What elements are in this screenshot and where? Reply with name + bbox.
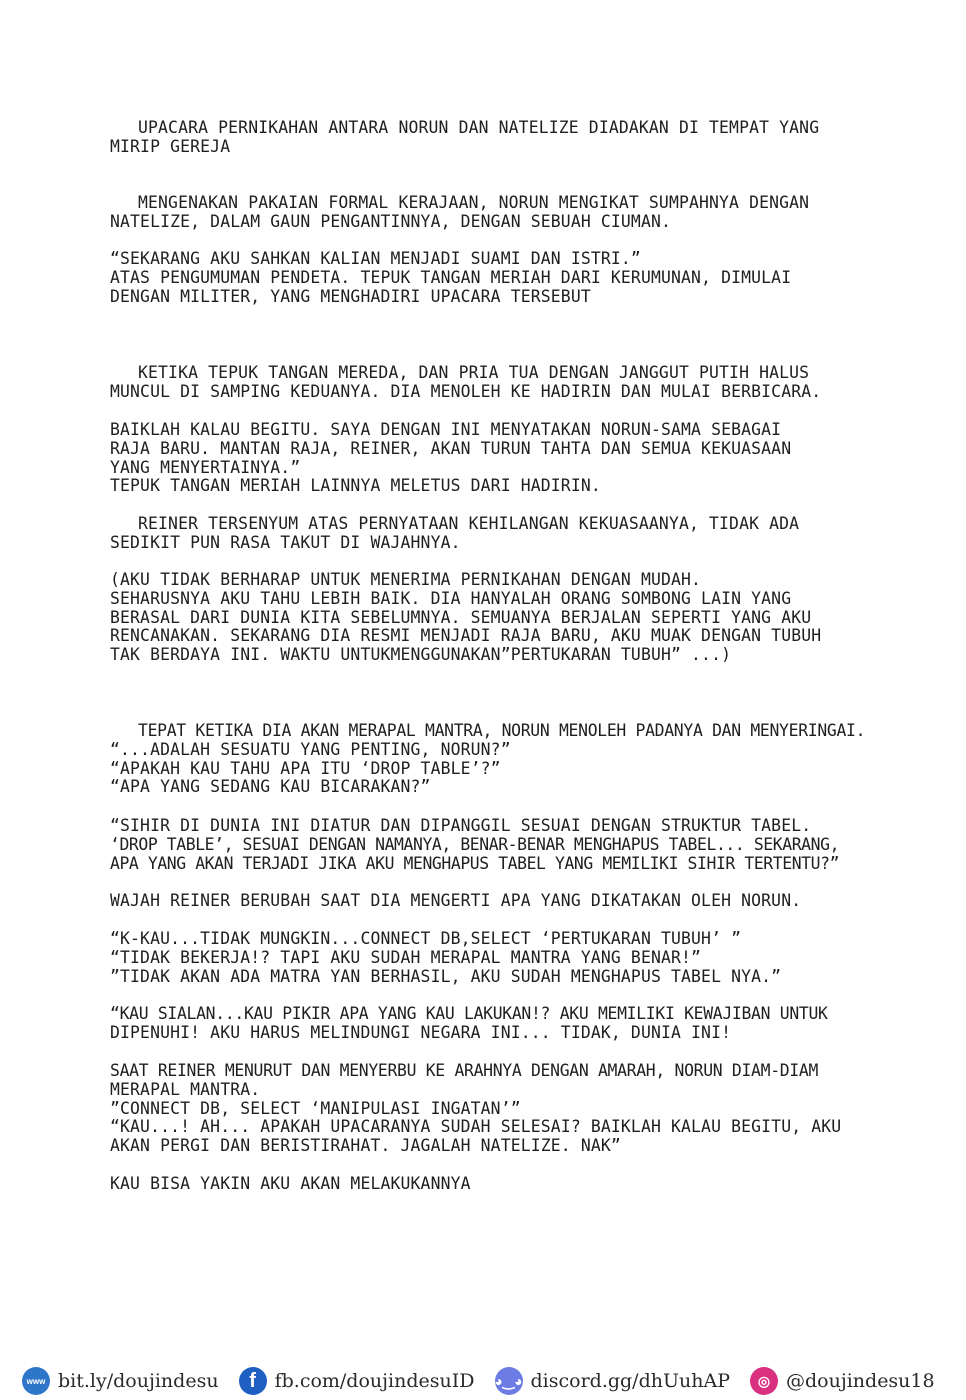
text-line: “K-KAU...TIDAK MUNGKIN...CONNECT DB,SELECT ‘PERTUKARAN TUBUH’ ” (110, 929, 742, 948)
text-line: WAJAH REINER BERUBAH SAAT DIA MENGERTI APA YANG DIKATAKAN OLEH NORUN. (110, 891, 802, 910)
paragraph-drop-table (110, 817, 950, 873)
text-line: BERASAL DARI DUNIA KITA SEBELUMNYA. SEMUANYA BERJALAN SEPERTI YANG AKU (110, 607, 812, 627)
footer-instagram-link[interactable] (750, 1367, 935, 1395)
discord-icon: ◕‿◕ (495, 1367, 523, 1395)
text-line: MERAPAL MANTRA. (110, 1079, 261, 1099)
text-line: KETIKA TEPUK TANGAN MEREDA, DAN PRIA TUA DENGAN JANGGUT PUTIH HALUS (138, 363, 810, 382)
text-line: RENCANAKAN. SEKARANG DIA RESMI MENJADI RAJA BARU, AKU MUAK DENGAN TUBUH (110, 626, 822, 646)
text-line: APA YANG AKAN TERJADI JIKA AKU MENGHAPUS TABEL YANG MEMILIKI SIHIR TERTENTU?” (110, 853, 840, 873)
text-line: AKAN PERGI DAN BERISTIRAHAT. JAGALAH NATELIZE. NAK” (110, 1136, 621, 1156)
footer-discord-link[interactable] (495, 1367, 730, 1395)
footer-instagram-label: @doujindesu18 (785, 1370, 935, 1392)
text-line: BAIKLAH KALAU BEGITU. SAYA DENGAN INI MENYATAKAN NORUN-SAMA SEBAGAI (110, 420, 782, 439)
text-line: SEHARUSNYA AKU TAHU LEBIH BAIK. DIA HANYALAH ORANG SOMBONG LAIN YANG (110, 588, 792, 608)
text-line: ‘DROP TABLE’, SESUAI DENGAN NAMANYA, BENAR-BENAR MENGHAPUS TABEL... SEKARANG, (110, 834, 840, 854)
footer-facebook-link[interactable] (239, 1367, 475, 1395)
text-line: YANG MENYERTAINYA.” (110, 457, 301, 477)
instagram-icon: ◎ (750, 1367, 778, 1395)
text-line: “KAU...! AH... APAKAH UPACARANYA SUDAH SELESAI? BAIKLAH KALAU BEGITU, AKU (110, 1117, 842, 1137)
facebook-icon: f (239, 1367, 267, 1395)
text-line: DENGAN MILITER, YANG MENGHADIRI UPACARA TERSEBUT (110, 286, 591, 306)
text-line: NATELIZE, DALAM GAUN PENGANTINNYA, DENGAN SEBUAH CIUMAN. (110, 211, 672, 231)
footer-website-label: bit.ly/doujindesu (58, 1370, 219, 1392)
paragraph-body-swap (110, 930, 950, 986)
text-line: ”CONNECT DB, SELECT ‘MANIPULASI INGATAN’” (110, 1098, 521, 1118)
text-line: “APA YANG SEDANG KAU BICARAKAN?” (110, 777, 431, 797)
text-line: REINER TERSENYUM ATAS PERNYATAAN KEHILANGAN KEKUASAANYA, TIDAK ADA (138, 514, 800, 533)
text-line: MUNCUL DI SAMPING KEDUANYA. DIA MENOLEH KE HADIRIN DAN MULAI BERBICARA. (110, 381, 822, 401)
paragraph-reiner-realizes (110, 892, 950, 911)
text-line: SEDIKIT PUN RASA TAKUT DI WAJAHNYA. (110, 532, 461, 552)
text-line: “APAKAH KAU TAHU APA ITU ‘DROP TABLE’?” (110, 758, 501, 778)
paragraph-old-man (110, 364, 966, 402)
paragraph-announcement (110, 250, 950, 306)
text-line: TAK BERDAYA INI. WAKTU UNTUKMENGGUNAKAN”PERTUKARAN TUBUH” ...) (110, 645, 732, 665)
text-line: MENGENAKAN PAKAIAN FORMAL KERAJAAN, NORUN MENGIKAT SUMPAHNYA DENGAN (138, 193, 810, 212)
text-line: ”TIDAK AKAN ADA MATRA YAN BERHASIL, AKU SUDAH MENGHAPUS TABEL NYA.” (110, 966, 782, 986)
text-line: “KAU SIALAN...KAU PIKIR APA YANG KAU LAKUKAN!? AKU MEMILIKI KEWAJIBAN UNTUK (110, 1004, 828, 1023)
text-line: “SIHIR DI DUNIA INI DIATUR DAN DIPANGGIL SESUAI DENGAN STRUKTUR TABEL. (110, 816, 812, 835)
footer-facebook-label: fb.com/doujindesuID (274, 1370, 475, 1392)
text-line: (AKU TIDAK BERHARAP UNTUK MENERIMA PERNIKAHAN DENGAN MUDAH. (110, 570, 702, 589)
text-line: RAJA BARU. MANTAN RAJA, REINER, AKAN TURUN TAHTA DAN SEMUA KEKUASAAN (110, 438, 792, 458)
text-line: TEPUK TANGAN MERIAH LAINNYA MELETUS DARI HADIRIN. (110, 476, 601, 496)
paragraph-new-king (110, 421, 950, 496)
globe-icon: www (22, 1367, 50, 1395)
footer-bar (0, 1362, 966, 1400)
paragraph-spell (110, 722, 966, 797)
paragraph-ceremony (110, 119, 966, 157)
paragraph-vows (110, 194, 966, 232)
text-line: KAU BISA YAKIN AKU AKAN MELAKUKANNYA (110, 1174, 471, 1193)
text-line: SAAT REINER MENURUT DAN MENYERBU KE ARAHNYA DENGAN AMARAH, NORUN DIAM-DIAM (110, 1061, 819, 1080)
paragraph-inner-thought (110, 571, 950, 665)
paragraph-reiner-angry (110, 1005, 950, 1043)
footer-website-link[interactable] (22, 1367, 219, 1395)
paragraph-memory-spell (110, 1062, 950, 1156)
text-line: DIPENUHI! AKU HARUS MELINDUNGI NEGARA INI... TIDAK, DUNIA INI! (110, 1022, 732, 1042)
text-line: “...ADALAH SESUATU YANG PENTING, NORUN?” (110, 739, 511, 759)
paragraph-closing (110, 1175, 950, 1194)
text-line: ATAS PENGUMUMAN PENDETA. TEPUK TANGAN MERIAH DARI KERUMUNAN, DIMULAI (110, 267, 792, 287)
text-line: “SEKARANG AKU SAHKAN KALIAN MENJADI SUAMI DAN ISTRI.” (110, 249, 641, 268)
text-line: “TIDAK BEKERJA!? TAPI AKU SUDAH MERAPAL MANTRA YANG BENAR!” (110, 947, 702, 967)
footer-discord-label: discord.gg/dhUuhAP (530, 1370, 730, 1392)
text-line: MIRIP GEREJA (110, 136, 231, 156)
text-line: UPACARA PERNIKAHAN ANTARA NORUN DAN NATELIZE DIADAKAN DI TEMPAT YANG (138, 118, 820, 137)
text-line: TEPAT KETIKA DIA AKAN MERAPAL MANTRA, NORUN MENOLEH PADANYA DAN MENYERINGAI. (138, 721, 866, 740)
paragraph-reiner-smile (110, 515, 966, 553)
